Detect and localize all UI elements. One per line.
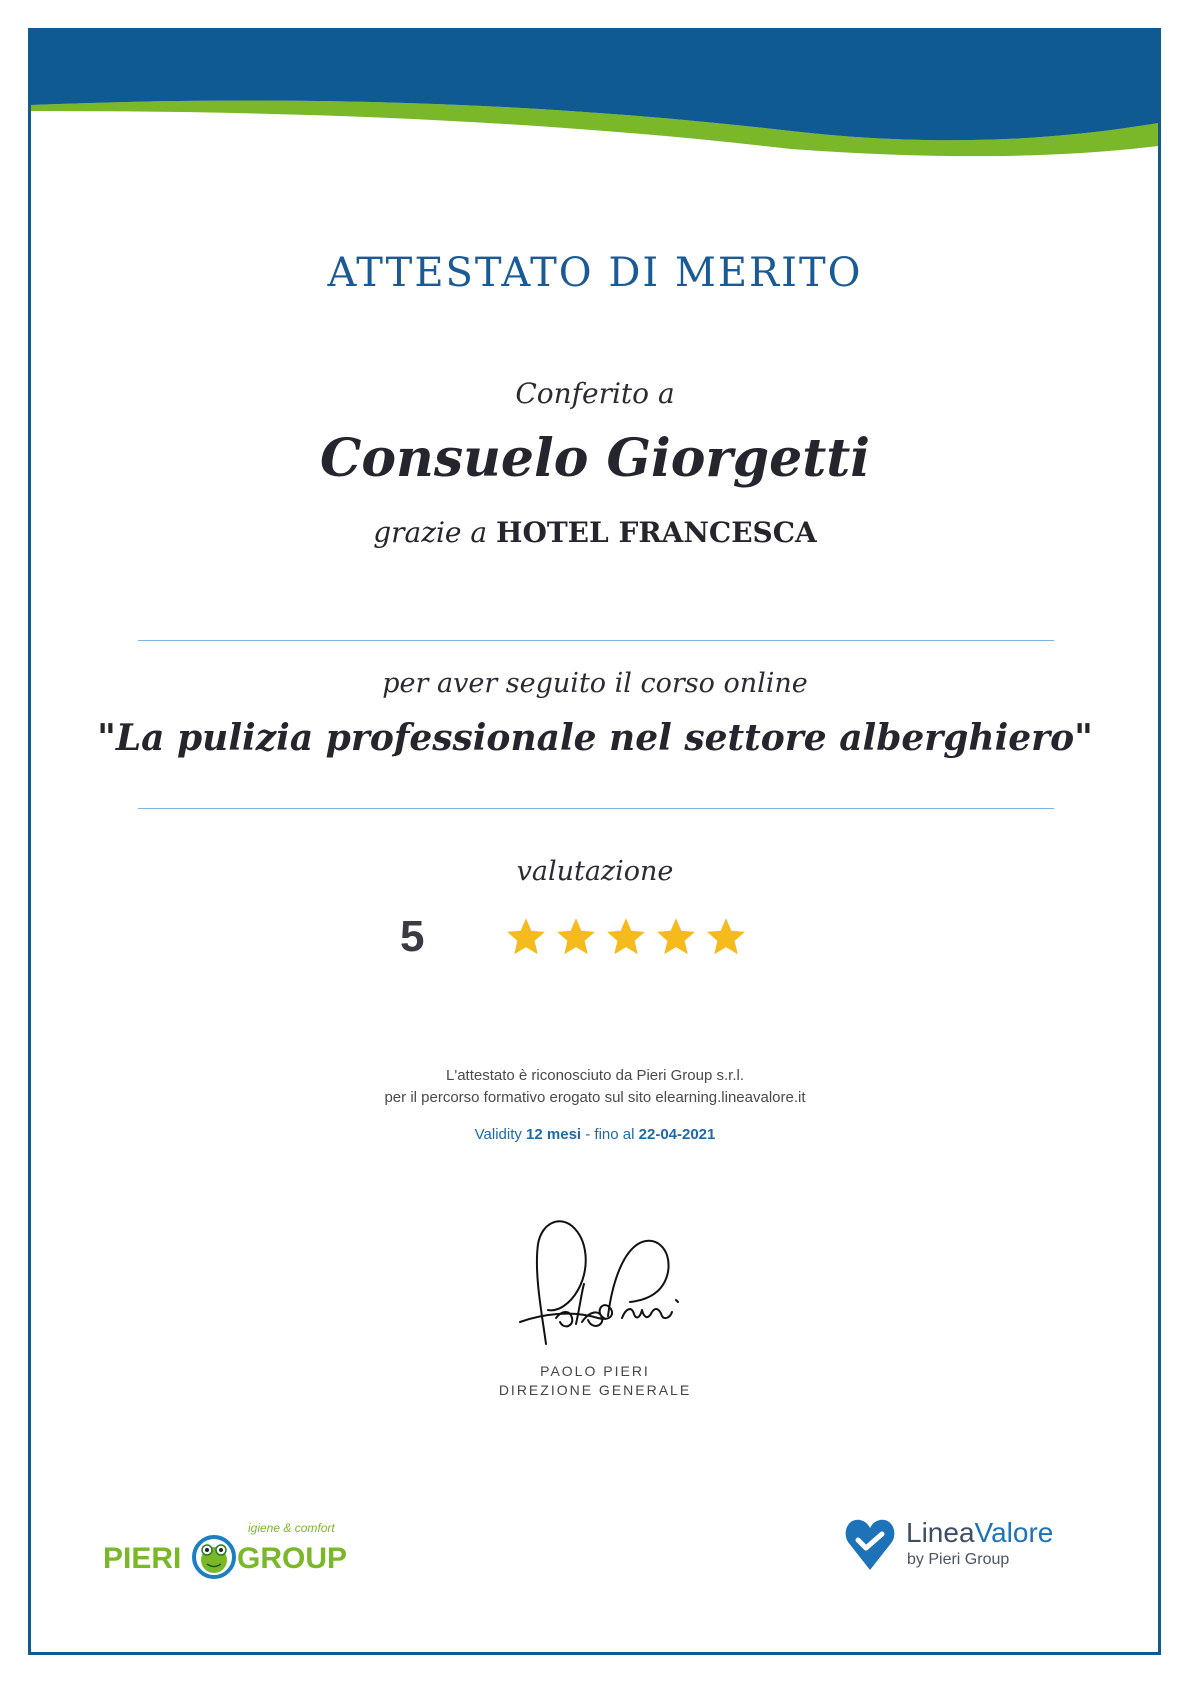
conferred-label: Conferito a	[515, 377, 675, 410]
recognition-line-2: per il percorso formativo erogato sul sito elearning.lineavalore.it	[384, 1089, 806, 1106]
thanks-line	[0, 516, 1190, 549]
pieri-group-logo	[103, 1510, 363, 1580]
recognition-text	[0, 1065, 1190, 1109]
validity-duration: 12 mesi	[526, 1126, 582, 1143]
header-wave-banner	[31, 31, 1158, 181]
pieri-logo-right: GROUP	[237, 1542, 348, 1575]
rating-stars	[504, 915, 748, 959]
signature-image	[512, 1214, 690, 1348]
linea-valore-logo	[844, 1512, 1094, 1576]
validity-until-label: - fino al	[585, 1126, 635, 1143]
star-icon	[604, 915, 648, 959]
star-icon	[654, 915, 698, 959]
rating-label: valutazione	[516, 856, 674, 887]
validity-line	[0, 1126, 1190, 1143]
pieri-logo-tagline: igiene & comfort	[248, 1521, 335, 1535]
signatory-name: PAOLO PIERI	[540, 1363, 650, 1379]
course-title: "La pulizia professionale nel settore alberghiero"	[97, 717, 1093, 759]
star-icon	[704, 915, 748, 959]
signatory-role: DIREZIONE GENERALE	[498, 1382, 692, 1398]
star-icon	[554, 915, 598, 959]
certificate-title: ATTESTATO DI MERITO	[327, 250, 863, 296]
linea-logo-byline: by Pieri Group	[907, 1551, 1010, 1568]
validity-label: Validity	[474, 1126, 522, 1143]
pieri-logo-left: PIERI	[103, 1542, 182, 1575]
rating-value: 5	[400, 912, 425, 961]
validity-until-date: 22-04-2021	[638, 1126, 716, 1143]
linea-logo-word2: Valore	[974, 1517, 1054, 1548]
star-icon	[504, 915, 548, 959]
recipient-name: Consuelo Giorgetti	[319, 428, 871, 489]
thanks-prefix: grazie a	[373, 516, 488, 549]
divider-bottom	[138, 808, 1054, 809]
linea-logo-word1: Linea	[906, 1517, 975, 1548]
recognition-line-1: L'attestato è riconosciuto da Pieri Group s.r.l.	[445, 1067, 744, 1084]
company-name: HOTEL FRANCESCA	[495, 516, 817, 549]
course-intro: per aver seguito il corso online	[382, 668, 808, 699]
divider-top	[138, 640, 1054, 641]
signatory	[0, 1362, 1190, 1400]
svg-text:LineaValore	[906, 1517, 1053, 1548]
